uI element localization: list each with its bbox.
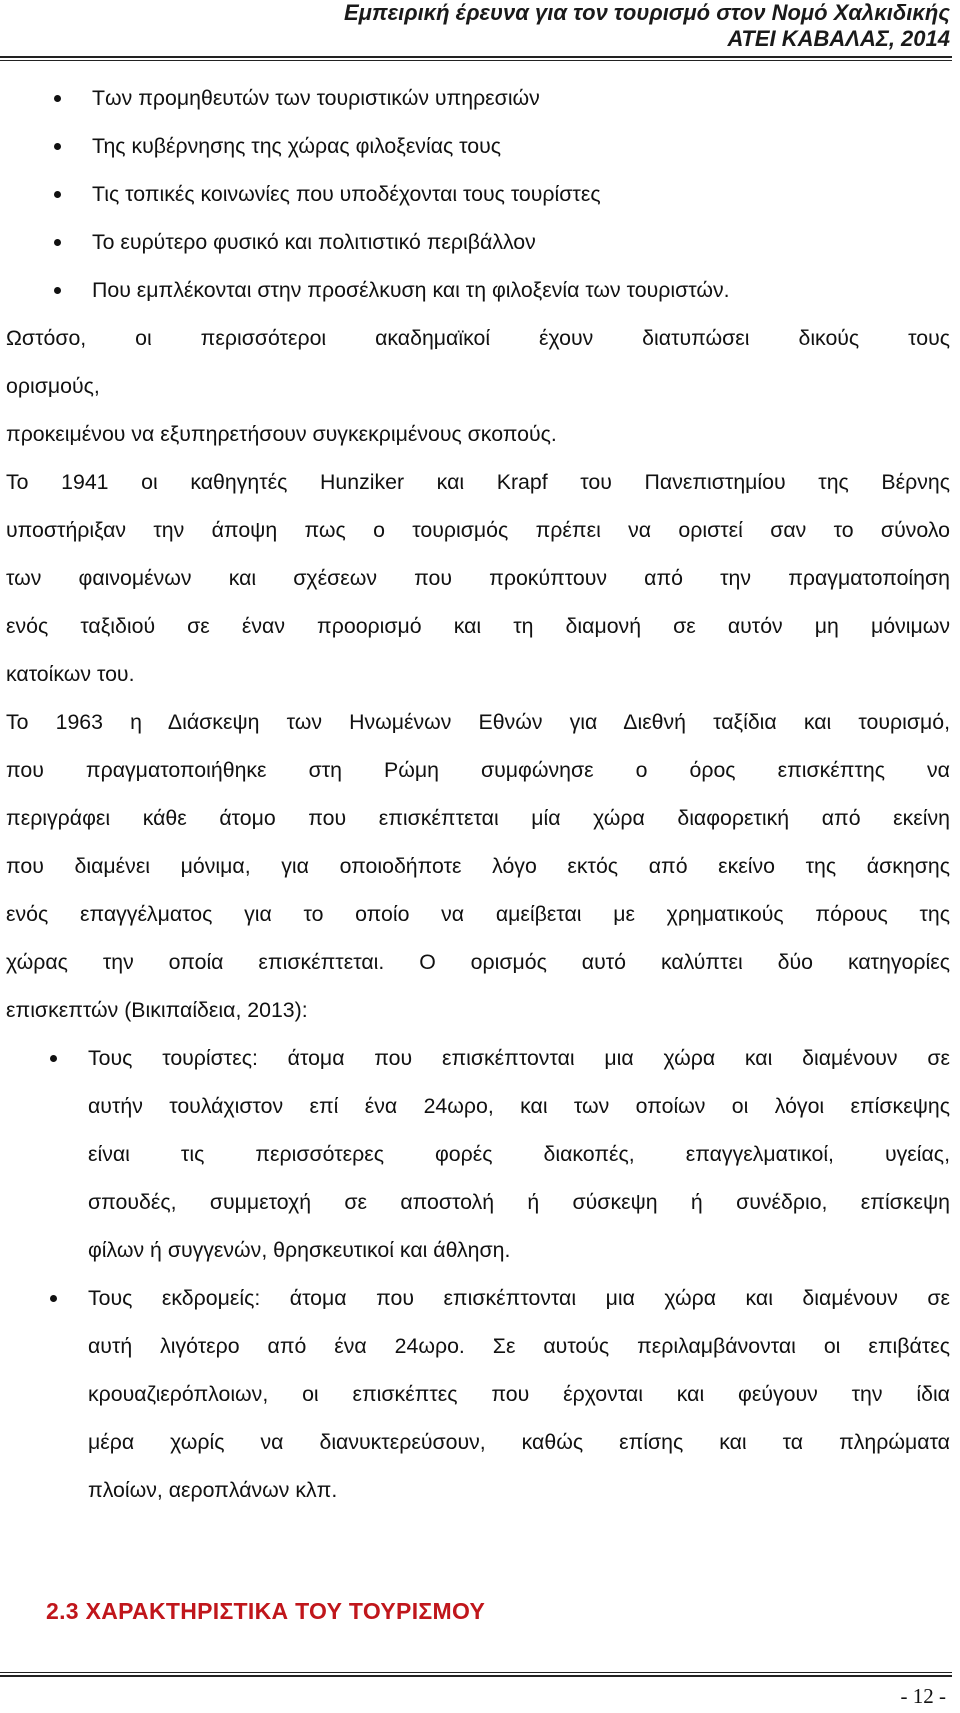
header-rule-thin bbox=[0, 60, 952, 61]
text-line: Το 1963 η Διάσκεψη των Ηνωμένων Εθνών για Διεθνή ταξίδια και τουρισμό, bbox=[6, 710, 950, 734]
text-line: κατοίκων του. bbox=[6, 662, 135, 686]
text-line: επισκεπτών (Βικιπαίδεια, 2013): bbox=[6, 998, 308, 1022]
page-body bbox=[6, 74, 950, 1514]
text-line: χώρας την οποία επισκέπτεται. Ο ορισμός αυτό καλύπτει δύο κατηγορίες bbox=[6, 950, 950, 974]
text-line: περιγράφει κάθε άτομο που επισκέπτεται μία χώρα διαφορετική από εκείνη bbox=[6, 806, 950, 830]
text-line: κρουαζιερόπλοιων, οι επισκέπτες που έρχονται και φεύγουν την ίδια bbox=[88, 1382, 950, 1406]
text-line: ενός ταξιδιού σε έναν προορισμό και τη διαμονή σε αυτόν μη μόνιμων bbox=[6, 614, 950, 638]
section-heading: 2.3 ΧΑΡΑΚΤΗΡΙΣΤΙΚΑ ΤΟΥ ΤΟΥΡΙΣΜΟΥ bbox=[46, 1598, 486, 1624]
footer-rule-thin bbox=[0, 1672, 952, 1673]
text-line: αυτήν τουλάχιστον επί ένα 24ωρο, και των οποίων οι λόγοι επίσκεψης bbox=[88, 1094, 950, 1118]
text-line: ενός επαγγέλματος για το οποίο να αμείβεται με χρηματικούς πόρους της bbox=[6, 902, 950, 926]
text-line: των φαινομένων και σχέσεων που προκύπτουν από την πραγματοποίηση bbox=[6, 566, 950, 590]
paragraph-hunziker-krapf bbox=[6, 458, 950, 698]
header-rule bbox=[0, 56, 952, 58]
paragraph-un-conference bbox=[6, 698, 950, 1034]
text-line: φίλων ή συγγενών, θρησκευτικοί και άθληση. bbox=[88, 1238, 511, 1262]
text-line: αυτή λιγότερο από ένα 24ωρο. Σε αυτούς περιλαμβάνονται οι επιβάτες bbox=[88, 1334, 950, 1358]
list-item-tourists bbox=[6, 1034, 950, 1274]
text-line: πλοίων, αεροπλάνων κλπ. bbox=[88, 1478, 338, 1502]
text-line: είναι τις περισσότερες φορές διακοπές, επαγγελματικοί, υγείας, bbox=[88, 1142, 950, 1166]
visitor-categories-list bbox=[6, 1034, 950, 1514]
text-line: Τους εκδρομείς: άτομα που επισκέπτονται μια χώρα και διαμένουν σε bbox=[88, 1286, 950, 1310]
list-item: Το ευρύτερο φυσικό και πολιτιστικό περιβάλλον bbox=[6, 218, 950, 266]
text-line: Ωστόσο, οι περισσότεροι ακαδημαϊκοί έχουν διατυπώσει δικούς τους bbox=[6, 326, 950, 350]
text-line: προκειμένου να εξυπηρετήσουν συγκεκριμένους σκοπούς. bbox=[6, 422, 557, 446]
running-header bbox=[10, 0, 950, 52]
text-line: Τους τουρίστες: άτομα που επισκέπτονται μια χώρα και διαμένουν σε bbox=[88, 1046, 950, 1070]
list-item: Τις τοπικές κοινωνίες που υποδέχονται τους τουρίστες bbox=[6, 170, 950, 218]
list-item-excursionists bbox=[6, 1274, 950, 1514]
list-item: Που εμπλέκονται στην προσέλκυση και τη φιλοξενία των τουριστών. bbox=[6, 266, 950, 314]
text-line: ορισμούς, bbox=[6, 374, 100, 398]
text-line: Το 1941 οι καθηγητές Hunziker και Krapf του Πανεπιστημίου της Βέρνης bbox=[6, 470, 950, 494]
paragraph-academics bbox=[6, 314, 950, 458]
list-item: Της κυβέρνησης της χώρας φιλοξενίας τους bbox=[6, 122, 950, 170]
stakeholder-list bbox=[6, 74, 950, 314]
text-line: υποστήριξαν την άποψη πως ο τουρισμός πρέπει να οριστεί σαν το σύνολο bbox=[6, 518, 950, 542]
page-number: - 12 - bbox=[900, 1684, 946, 1708]
running-header-institution: ΑΤΕΙ ΚΑΒΑΛΑΣ, 2014 bbox=[727, 26, 950, 51]
text-line: που διαμένει μόνιμα, για οποιοδήποτε λόγο εκτός από εκείνο της άσκησης bbox=[6, 854, 950, 878]
footer-rule bbox=[0, 1675, 952, 1677]
list-item: Των προμηθευτών των τουριστικών υπηρεσιών bbox=[6, 74, 950, 122]
text-line: που πραγματοποιήθηκε στη Ρώμη συμφώνησε ο όρος επισκέπτης να bbox=[6, 758, 950, 782]
text-line: μέρα χωρίς να διανυκτερεύσουν, καθώς επίσης και τα πληρώματα bbox=[88, 1430, 950, 1454]
text-line: σπουδές, συμμετοχή σε αποστολή ή σύσκεψη ή συνέδριο, επίσκεψη bbox=[88, 1190, 950, 1214]
running-header-title: Εμπειρική έρευνα για τον τουρισμό στον Νομό Χαλκιδικής bbox=[344, 0, 950, 25]
